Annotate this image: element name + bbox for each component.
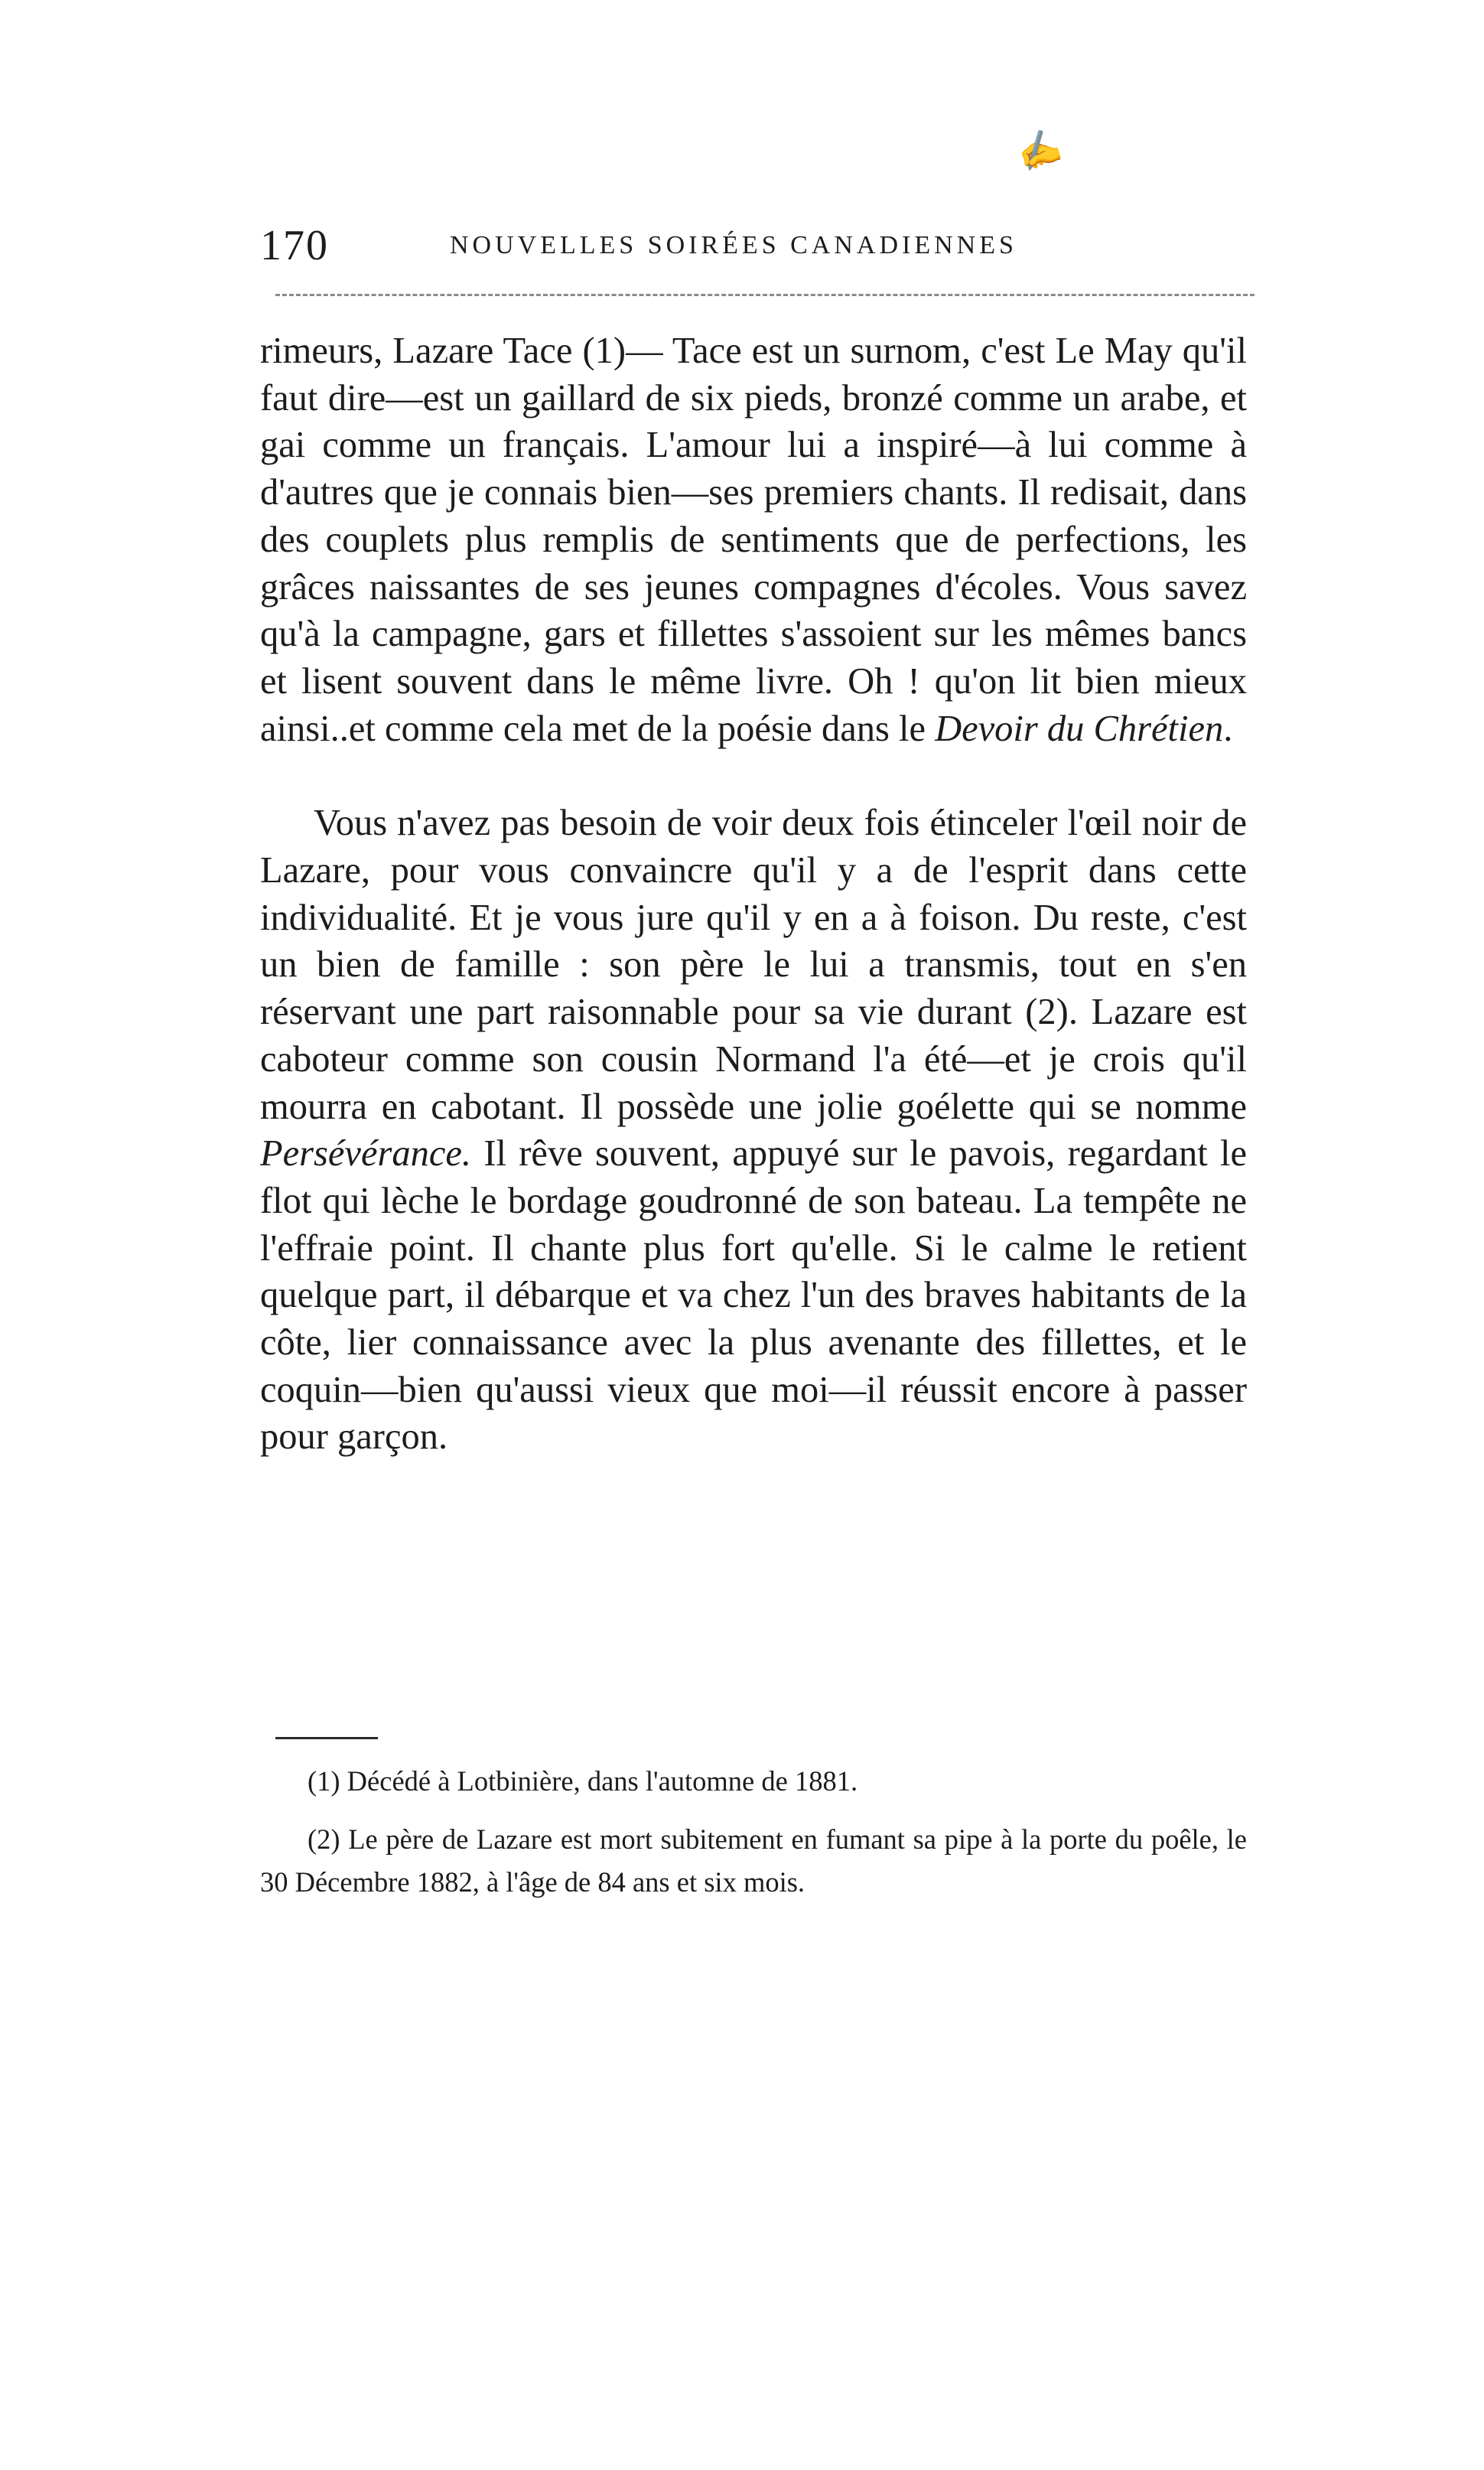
footnote-rule <box>275 1737 378 1739</box>
footnote-1: (1) Décédé à Lotbinière, dans l'automne de 1881. <box>308 1765 858 1797</box>
boat-name-italic: Persévérance. <box>260 1133 472 1175</box>
body-text <box>260 327 1247 1461</box>
footnotes <box>260 1760 1247 1919</box>
paragraph-2-text-a: Vous n'avez pas besoin de voir deux fois étinceler l'œil noir de Lazare, pour vous convaincre qu'il y a de l'esprit dans cette individualité. Et je vous jure qu'il y en a à foison. Du reste, c'est un bien de famille : son père le lui a transmis, tout en s'en réservant une part raisonnable pour sa vie durant (2). Lazare est caboteur comme son cousin Normand l'a été—et je crois qu'il mourra en cabotant. Il possède une jolie goélette qui se nomme <box>260 803 1247 1127</box>
paragraph-1 <box>260 327 1247 752</box>
page-header <box>260 219 1247 272</box>
pencil-mark: ✍ <box>1011 124 1067 177</box>
paragraph-2-text-b: Il rêve souvent, appuyé sur le pavois, regardant le flot qui lèche le bordage goudronné de son bateau. La tempête ne l'effraie point. Il chante plus fort qu'elle. Si le calme le retient quelque part, il débarque et va chez l'un des braves habitants de la côte, lier connaissance avec la plus avenante des fillettes, et le coquin—bien qu'aussi vieux que moi—il réussit encore à passer pour garçon. <box>260 1133 1247 1458</box>
paragraph-1-end: . <box>1223 708 1233 749</box>
page-number: 170 <box>260 222 329 269</box>
footnote-2: (2) Le père de Lazare est mort subitement en fumant sa pipe à la porte du poêle, le 30 Décembre 1882, à l'âge de 84 ans et six mois. <box>260 1823 1247 1898</box>
paragraph-1-text: rimeurs, Lazare Tace (1)— Tace est un surnom, c'est Le May qu'il faut dire—est un gaillard de six pieds, bronzé comme un arabe, et gai comme un français. L'amour lui a inspiré—à lui comme à d'autres que je connais bien—ses premiers chants. Il redisait, dans des couplets plus remplis de sentiments que de perfections, les grâces naissantes de ses jeunes compagnes d'écoles. Vous savez qu'à la campagne, gars et fillettes s'assoient sur les mêmes bancs et lisent souvent dans le même livre. Oh ! qu'on lit bien mieux ainsi..et comme cela met de la poésie dans le <box>260 331 1247 749</box>
header-rule <box>275 294 1255 296</box>
paragraph-1-title-italic: Devoir du Chrétien <box>935 708 1224 749</box>
running-title: NOUVELLES SOIRÉES CANADIENNES <box>450 231 1017 259</box>
paragraph-2 <box>260 800 1247 1461</box>
